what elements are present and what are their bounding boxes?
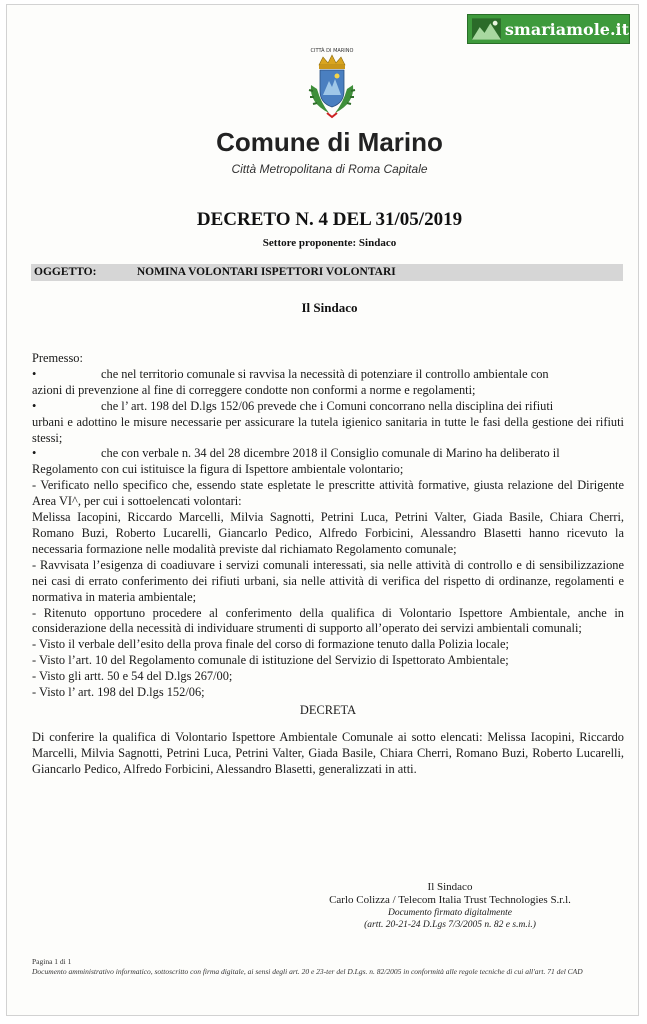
- premise-label: Premesso:: [32, 351, 83, 365]
- decreta-heading: DECRETA: [299, 702, 357, 717]
- volunteer-names: Melissa Iacopini, Riccardo Marcelli, Milvia Sagnotti, Petrini Luca, Petrini Valter, Giada Basile, Chiara Cherri, Romano Buzi, Roberto Lucarelli, Giancarlo Pedico, Alfredo Forbicini, Alessandro Blasetti hanno ricevuto la necessaria formazione nelle modalità previste dal richiamato Regolamento comunale;: [32, 510, 624, 556]
- premise-bullet: [32, 367, 624, 383]
- premise-bullet: [32, 446, 624, 462]
- body-paragraph: - Visto l’ art. 198 del D.lgs 152/06;: [32, 685, 205, 700]
- body-paragraph: - Ravvisata l’esigenza di coadiuvare i servizi comunali interessati, sia nelle attività di controllo e di sensibilizzazione nei casi di errato conferimento dei rifiuti urbani, sia nelle attività di verifica del rispetto di ordinanze, regolamenti e normativa in materia ambientale;: [32, 557, 624, 604]
- bullet-mark: •: [32, 446, 37, 461]
- body-paragraph: - Visto gli artt. 50 e 54 del D.lgs 267/00;: [32, 669, 233, 684]
- subject-text: NOMINA VOLONTARI ISPETTORI VOLONTARI: [136, 266, 396, 278]
- document-page: [6, 4, 639, 1016]
- town-name: Comune di Marino: [216, 127, 443, 157]
- signature-name: Carlo Colizza / Telecom Italia Trust Technologies S.r.l.: [329, 894, 571, 906]
- municipal-crest-icon: [299, 45, 365, 125]
- bullet-lead: che nel territorio comunale si ravvisa la necessità di potenziare il controllo ambientale con: [101, 366, 549, 381]
- premise-bullet-continued: Regolamento con cui istituisce la figura di Ispettore ambientale volontario;: [32, 462, 404, 477]
- signature-law-reference: (artt. 20-21-24 D.Lgs 7/3/2005 n. 82 e s.m.i.): [364, 920, 536, 930]
- crest-caption: CITTÀ DI MARINO: [310, 48, 354, 54]
- bullet-mark: •: [32, 398, 37, 413]
- body-paragraph: - Ritenuto opportuno procedere al conferimento della qualifica di Volontario Ispettore Ambientale, anche in considerazione della necessità di individuare strumenti di supporto all’operato dei servizi ambientali comunali;: [32, 605, 624, 636]
- subject-label: OGGETTO:: [34, 266, 97, 278]
- decree-final-paragraph: Di conferire la qualifica di Volontario Ispettore Ambientale Comunale ai sotto elencati: Melissa Iacopini, Riccardo Marcelli, Milvia Sagnotti, Petrini Luca, Petrini Valter, Giada Basile, Chiara Cherri, Romano Buzi, Roberto Lucarelli, Giancarlo Pedico, Alfredo Forbicini, Alessandro Blasetti, generalizzati in atti.: [32, 729, 624, 776]
- page-number: Pagina 1 di 1: [32, 957, 72, 966]
- bullet-lead: che l’ art. 198 del D.lgs 152/06 prevede che i Comuni concorrano nella disciplina dei rifiuti: [101, 398, 554, 413]
- page-footer: [32, 957, 628, 977]
- subject-bar: [31, 264, 623, 281]
- proposing-sector: Settore proponente: Sindaco: [262, 237, 397, 249]
- signature-role: Il Sindaco: [427, 881, 473, 893]
- decree-title: DECRETO N. 4 DEL 31/05/2019: [196, 209, 463, 230]
- premise-bullet-continued: azioni di prevenzione al fine di correggere condotte non conformi a norme e regolamenti;: [32, 382, 476, 397]
- town-subtitle: Città Metropolitana di Roma Capitale: [231, 162, 428, 176]
- watermark-badge: [467, 14, 630, 44]
- bullet-mark: •: [32, 366, 37, 381]
- landscape-icon: [472, 18, 501, 40]
- mayor-heading: Il Sindaco: [301, 300, 358, 315]
- bullet-lead: che con verbale n. 34 del 28 dicembre 2018 il Consiglio comunale di Marino ha deliberato il: [101, 446, 560, 461]
- decree-body: [32, 351, 624, 778]
- watermark-text: smariamole.it: [504, 19, 629, 39]
- body-paragraph: - Verificato nello specifico che, essendo state espletate le prescritte attività formative, giusta relazione del Dirigente Area VI^, per cui i sottoelencati volontari:: [32, 478, 624, 509]
- premise-bullet-continued: urbani e adottino le misure necessarie per assicurare la tutela igienico sanitaria in tutte le fasi della gestione dei rifiuti stessi;: [32, 414, 624, 445]
- signature-block: [279, 881, 621, 931]
- body-paragraph: - Visto il verbale dell’esito della prova finale del corso di formazione tenuto dalla Polizia locale;: [32, 637, 509, 652]
- premise-bullet: [32, 399, 624, 415]
- footer-disclaimer: Documento amministrativo informatico, sottoscritto con firma digitale, ai sensi degli art. 20 e 23-ter del D.Lgs. n. 82/2005 in conformità alle regole tecniche di cui all'art. 71 del CAD: [32, 967, 583, 976]
- body-paragraph: - Visto l’art. 10 del Regolamento comunale di istituzione del Servizio di Ispettorato Ambientale;: [32, 653, 509, 668]
- signature-note: Documento firmato digitalmente: [387, 908, 512, 918]
